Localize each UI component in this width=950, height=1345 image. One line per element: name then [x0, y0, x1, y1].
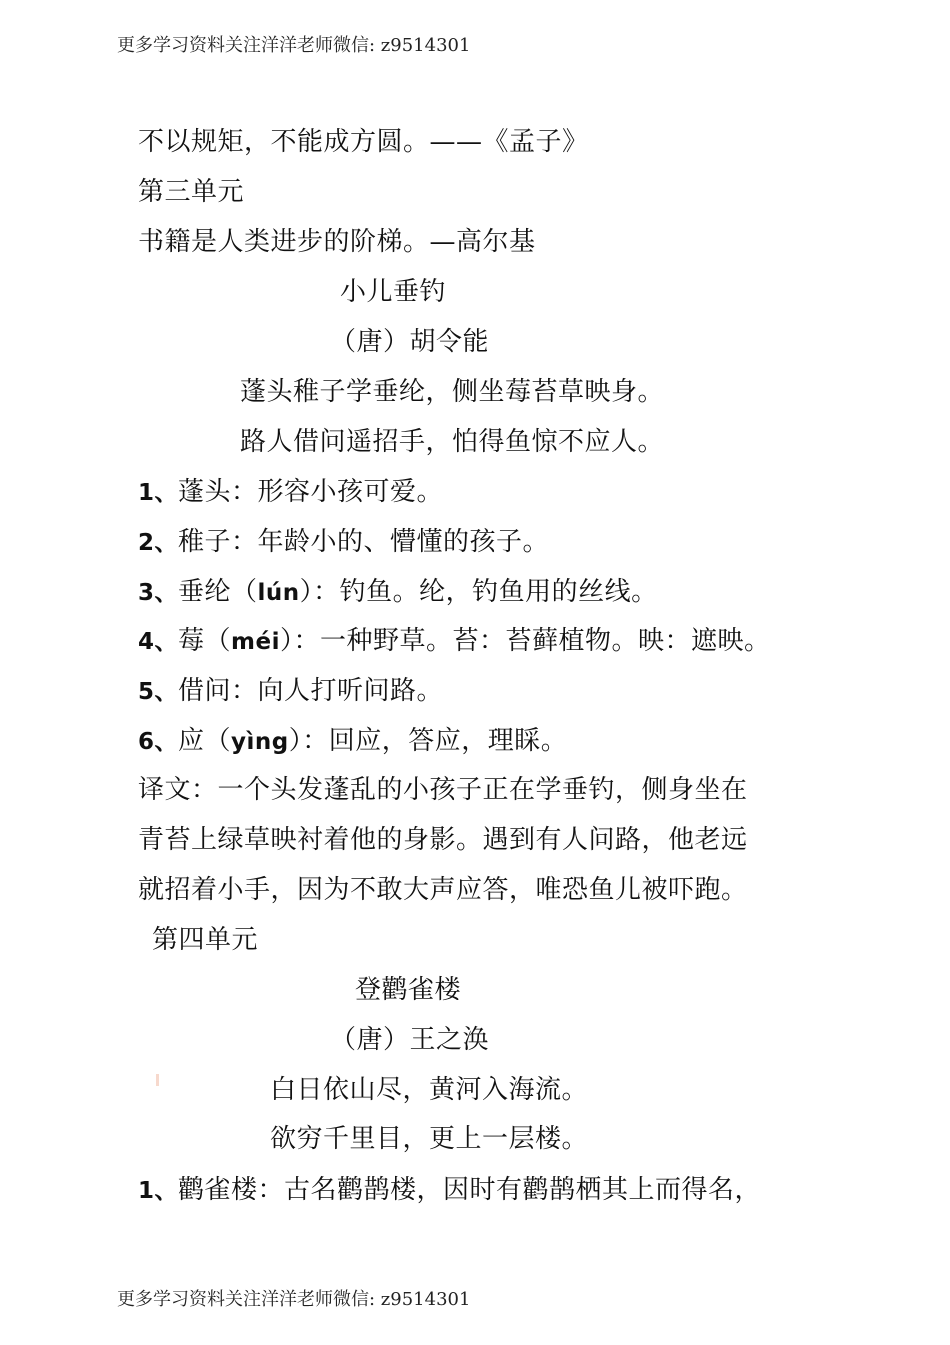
translation-line-1: 译文：一个头发蓬乱的小孩子正在学垂钓，侧身坐在: [138, 775, 748, 805]
poem1-title: 小儿垂钓: [340, 277, 447, 307]
translation-line-3: 就招着小手，因为不敢大声应答，唯恐鱼儿被吓跑。: [138, 875, 748, 905]
unit3-quote: 书籍是人类进步的阶梯。—高尔基: [138, 227, 536, 257]
gloss-item: [138, 474, 443, 511]
gloss-item: [138, 574, 658, 611]
poem1-line-1: 蓬头稚子学垂纶，侧坐莓苔草映身。: [240, 377, 665, 407]
gloss-item: [138, 1172, 761, 1209]
gloss-item: [138, 623, 771, 660]
gloss-number: 6、: [138, 729, 179, 755]
gloss-number: 3、: [138, 580, 179, 606]
gloss-text-rest: ）：回应，答应，理睬。: [288, 726, 568, 756]
quote-mencius: 不以规矩，不能成方圆。——《孟子》: [138, 127, 589, 157]
gloss-item: [138, 673, 443, 710]
gloss-text: 垂纶（: [178, 577, 258, 607]
gloss-pinyin: méi: [231, 629, 280, 655]
unit3-heading: 第三单元: [138, 177, 245, 207]
gloss-number: 1、: [138, 480, 179, 506]
gloss-number: 5、: [138, 679, 179, 705]
footer-note: 更多学习资料关注洋洋老师微信: z9514301: [117, 1289, 471, 1310]
scan-mark: [156, 1074, 159, 1086]
gloss-text-rest: ）：一种野草。苔：苔藓植物。映：遮映。: [279, 626, 771, 656]
gloss-text: 莓（: [178, 626, 232, 656]
poem1-line-2: 路人借问遥招手，怕得鱼惊不应人。: [240, 427, 665, 457]
poem2-author: （唐）王之涣: [330, 1025, 490, 1055]
poem2-title: 登鹳雀楼: [355, 975, 462, 1005]
gloss-text: 蓬头：形容小孩可爱。: [178, 477, 444, 507]
gloss-number: 2、: [138, 530, 179, 556]
gloss-number: 1、: [138, 1178, 179, 1204]
gloss-text-rest: ）：钓鱼。纶，钓鱼用的丝线。: [299, 577, 658, 607]
gloss-item: [138, 723, 567, 760]
gloss-pinyin: yìng: [231, 729, 289, 755]
gloss-text: 稚子：年龄小的、懵懂的孩子。: [178, 527, 550, 557]
poem1-author: （唐）胡令能: [330, 327, 490, 357]
poem2-line-2: 欲穷千里目，更上一层楼。: [270, 1124, 589, 1154]
translation-line-2: 青苔上绿草映衬着他的身影。遇到有人问路，他老远: [138, 825, 748, 855]
unit4-heading: 第四单元: [152, 925, 259, 955]
gloss-text: 应（: [178, 726, 232, 756]
gloss-text: 借问：向人打听问路。: [178, 676, 444, 706]
header-note: 更多学习资料关注洋洋老师微信: z9514301: [117, 35, 471, 56]
gloss-pinyin: lún: [257, 580, 300, 606]
gloss-item: [138, 524, 549, 561]
poem2-line-1: 白日依山尽，黄河入海流。: [270, 1075, 589, 1105]
gloss-text: 鹳雀楼：古名鹳鹊楼，因时有鹳鹊栖其上而得名，: [178, 1175, 762, 1205]
gloss-number: 4、: [138, 629, 179, 655]
